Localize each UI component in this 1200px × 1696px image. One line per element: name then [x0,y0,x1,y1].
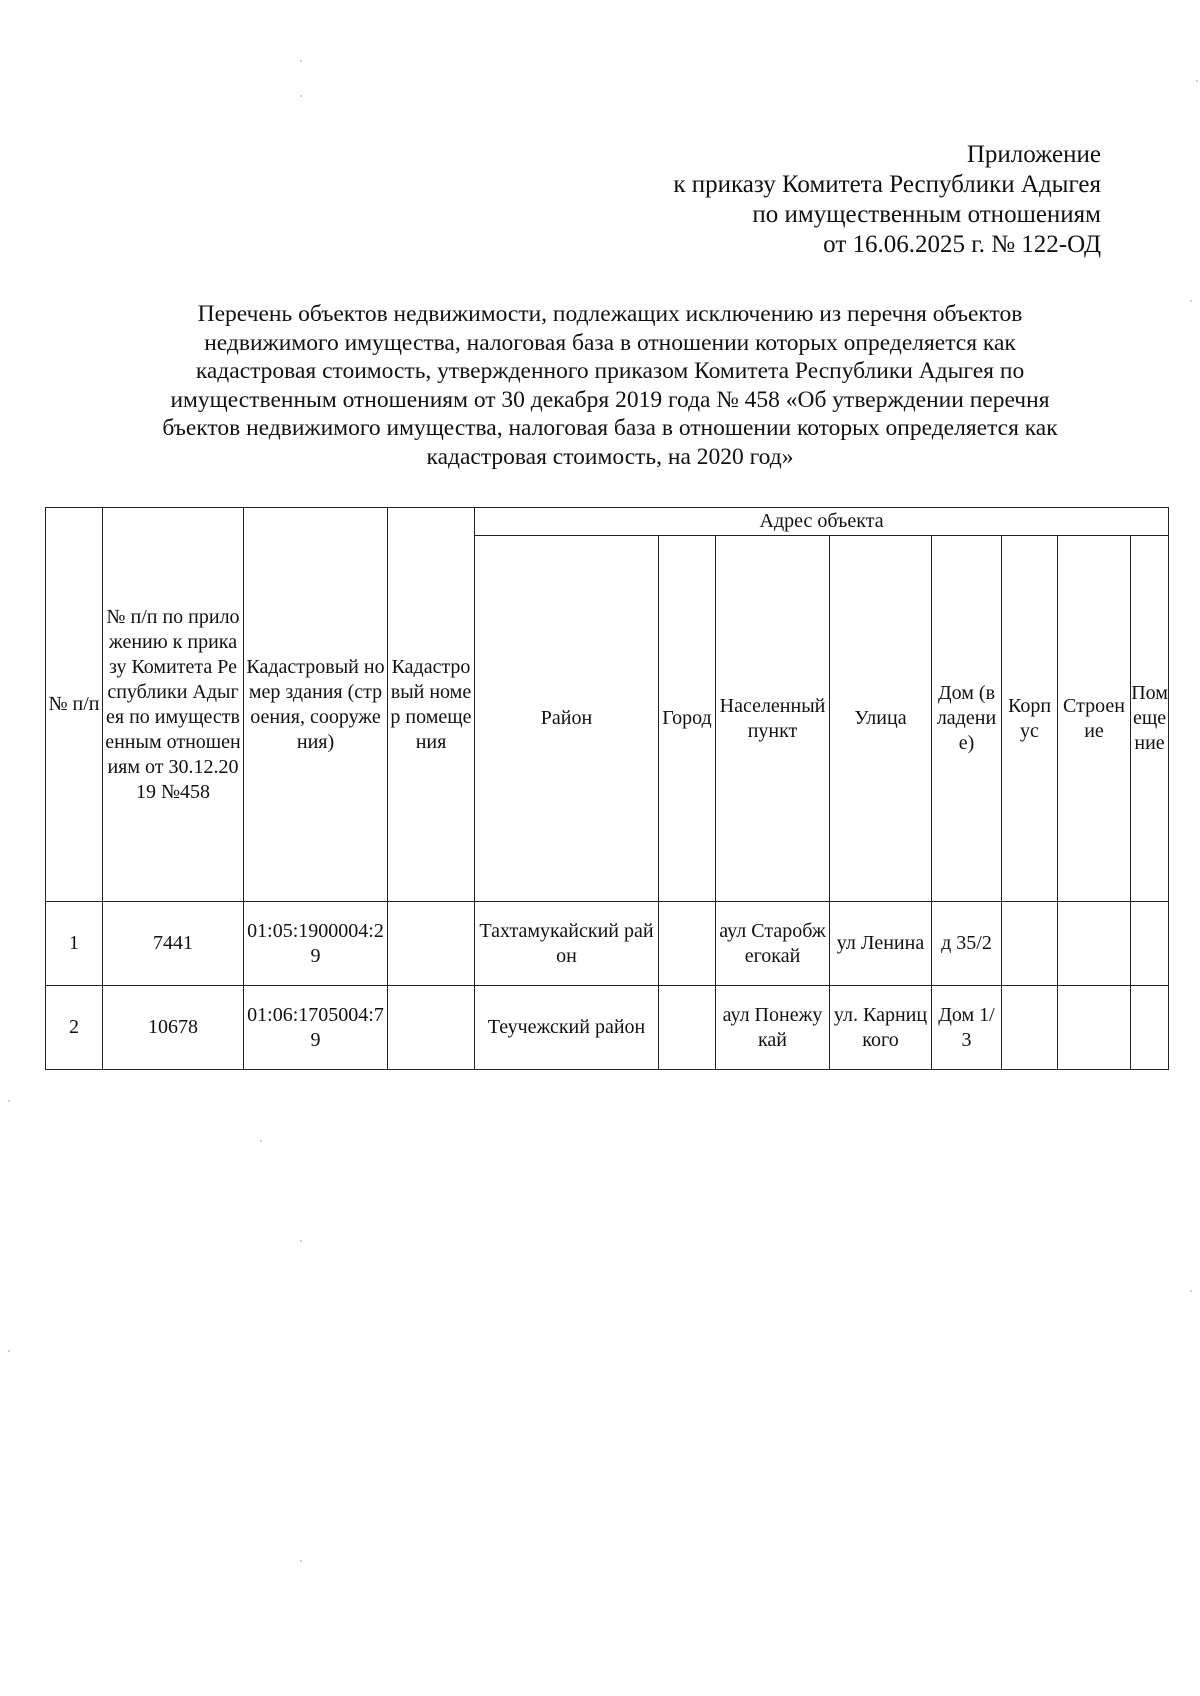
title-line: имущественным отношениям от 30 декабря 2019 года № 458 «Об утверждении перечня [170,386,1050,413]
header-settlement: Населенный пункт [716,536,830,902]
cell-building-cadastral: 01:06:1705004:79 [244,986,388,1070]
cell-num-in-appendix: 10678 [103,986,244,1070]
cell-block [1002,986,1058,1070]
scan-speck [8,1100,10,1102]
table-header-row [46,508,1169,536]
objects-table [45,507,1169,1070]
cell-num-in-appendix: 7441 [103,902,244,986]
cell-structure [1058,902,1131,986]
scan-speck [1190,300,1192,302]
cell-house: д 35/2 [932,902,1002,986]
header-structure: Строение [1058,536,1131,902]
table-row [46,986,1169,1070]
title-line: кадастровая стоимость, утвержденного приказом Комитета Республики Адыгея по [195,358,1025,384]
cell-house: Дом 1/3 [932,986,1002,1070]
cell-district: Теучежский район [475,986,659,1070]
scan-speck [300,95,302,97]
header-district: Район [475,536,659,902]
appendix-line: к приказу Комитета Республики Адыгея [673,171,1101,198]
cell-premises [1131,902,1169,986]
appendix-date-line: от 16.06.2025 г. № 122-ОД [823,231,1101,258]
cell-num: 2 [46,986,103,1070]
cell-block [1002,902,1058,986]
header-premises-cadastral: Кадастровый номер помещения [388,508,475,902]
scan-speck [300,1240,302,1242]
scan-speck [8,1350,10,1352]
table-row [46,902,1169,986]
cell-premises-cadastral [388,986,475,1070]
scan-speck [260,1140,262,1142]
header-block: Корпус [1002,536,1058,902]
appendix-line: по имущественным отношениям [752,201,1101,228]
document-title [70,300,1150,471]
scan-speck [1196,80,1198,82]
header-num-in-appendix: № п/п по приложению к приказу Комитета Республики Адыгея по имущественным отношениям от 30.12.2019 №458 [103,508,244,902]
scan-speck [1190,1290,1192,1292]
cell-building-cadastral: 01:05:1900004:29 [244,902,388,986]
title-line: бъектов недвижимого имущества, налоговая база в отношении которых определяется как [162,415,1058,441]
cell-city [659,986,716,1070]
cell-settlement: аул Старобжегокай [716,902,830,986]
cell-num: 1 [46,902,103,986]
appendix-block [401,140,1101,260]
cell-settlement: аул Понежукай [716,986,830,1070]
cell-premises-cadastral [388,902,475,986]
scan-speck [300,60,302,62]
cell-structure [1058,986,1131,1070]
header-house: Дом (владение) [932,536,1002,902]
header-city: Город [659,536,716,902]
title-line: Перечень объектов недвижимости, подлежащих исключению из перечня объектов [197,301,1023,327]
title-line: кадастровая стоимость, на 2020 год» [426,443,794,470]
header-address-group: Адрес объекта [475,508,1169,536]
cell-district: Тахтамукайский район [475,902,659,986]
cell-street: ул. Карницкого [830,986,932,1070]
header-building-cadastral: Кадастровый номер здания (строения, сооружения) [244,508,388,902]
header-street: Улица [830,536,932,902]
title-line: недвижимого имущества, налоговая база в отношении которых определяется как [204,329,1016,356]
cell-street: ул Ленина [830,902,932,986]
header-premises: Помещение [1131,536,1169,902]
appendix-line: Приложение [966,141,1101,168]
cell-city [659,902,716,986]
cell-premises [1131,986,1169,1070]
header-num: № п/п [46,508,103,902]
scan-speck [300,1560,302,1562]
